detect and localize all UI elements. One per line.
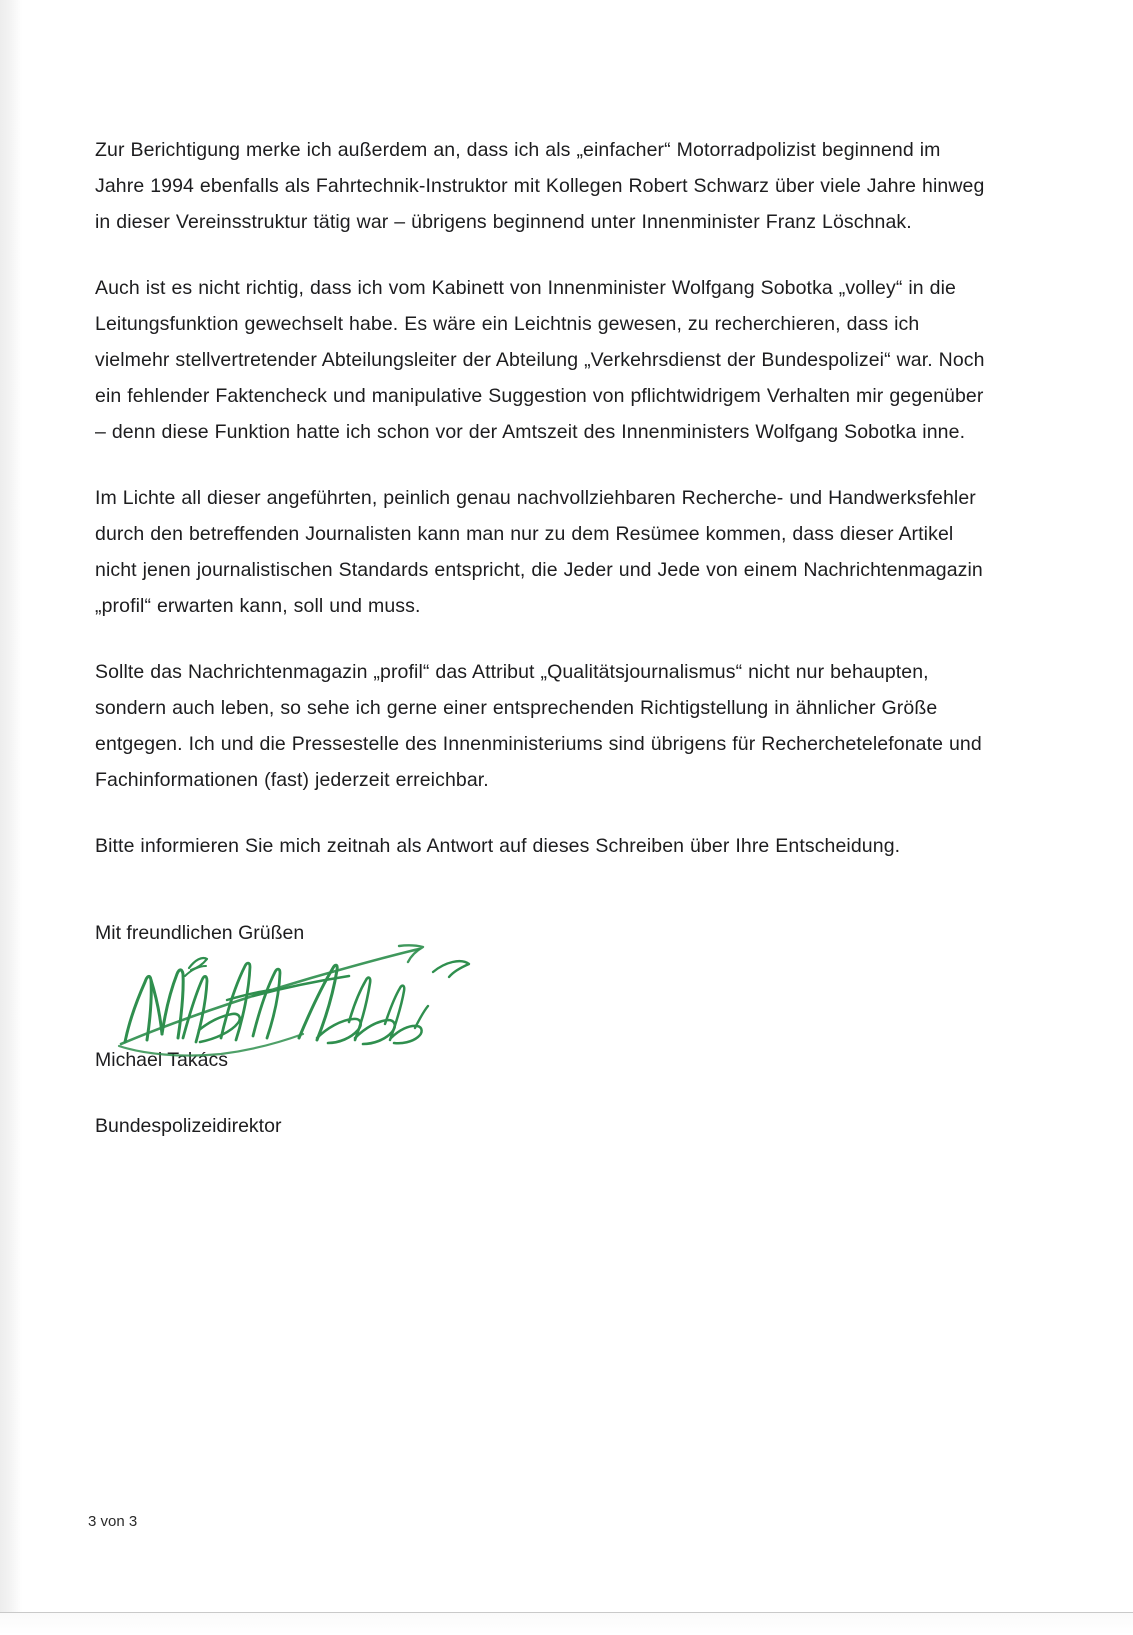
- scan-left-edge-artifact: [0, 0, 22, 1635]
- closing-salutation: Mit freundlichen Grüßen: [95, 922, 305, 944]
- paragraph-5: Bitte informieren Sie mich zeitnah als Antwort auf dieses Schreiben über Ihre Entscheidung.: [95, 835, 901, 857]
- page-footer: [88, 1512, 137, 1532]
- signature-block: [95, 918, 615, 1140]
- page-number-label: 3 von 3: [88, 1513, 138, 1530]
- paragraph-2: Auch ist es nicht richtig, dass ich vom Kabinett von Innenminister Wolfgang Sobotka „volley“ in die Leitungsfunktion gewechselt habe. Es wäre ein Leichtnis gewesen, zu recherchieren, dass ich vielmehr stellvertretender Abteilungsleiter der Abteilung „Verkehrsdienst der Bundespolizei“ war. Noch ein fehlender Faktencheck und manipulative Suggestion von pflichtwidrigem Verhalten mir gegenüber – denn diese Funktion hatte ich schon vor der Amtszeit des Innenministers Wolfgang Sobotka inne.: [95, 277, 985, 443]
- scan-bottom-rule-artifact: [0, 1612, 1133, 1613]
- handwritten-signature-icon: [103, 926, 523, 1044]
- paragraph-4: Sollte das Nachrichtenmagazin „profil“ das Attribut „Qualitätsjournalismus“ nicht nur behaupten, sondern auch leben, so sehe ich gerne einer entsprechenden Richtigstellung in ähnlicher Größe entgegen. Ich und die Pressestelle des Innenministeriums sind übrigens für Recherchetelefonate und Fachinformationen (fast) jederzeit erreichbar.: [95, 661, 982, 791]
- letter-body: [95, 132, 995, 894]
- signer-name: Michael Takács: [95, 1049, 228, 1071]
- paragraph-3: Im Lichte all dieser angeführten, peinlich genau nachvollziehbaren Recherche- und Handwerksfehler durch den betreffenden Journalisten kann man nur zu dem Resümee kommen, dass dieser Artikel nicht jenen journalistischen Standards entspricht, die Jeder und Jede von einem Nachrichtenmagazin „profil“ erwarten kann, soll und muss.: [95, 487, 983, 617]
- signer-title: Bundespolizeidirektor: [95, 1115, 282, 1137]
- paragraph-1: Zur Berichtigung merke ich außerdem an, dass ich als „einfacher“ Motorradpolizist beginnend im Jahre 1994 ebenfalls als Fahrtechnik-Instruktor mit Kollegen Robert Schwarz über viele Jahre hinweg in dieser Vereinsstruktur tätig war – übrigens beginnend unter Innenminister Franz Löschnak.: [95, 139, 985, 233]
- scan-bottom-edge-artifact: [0, 1613, 1133, 1635]
